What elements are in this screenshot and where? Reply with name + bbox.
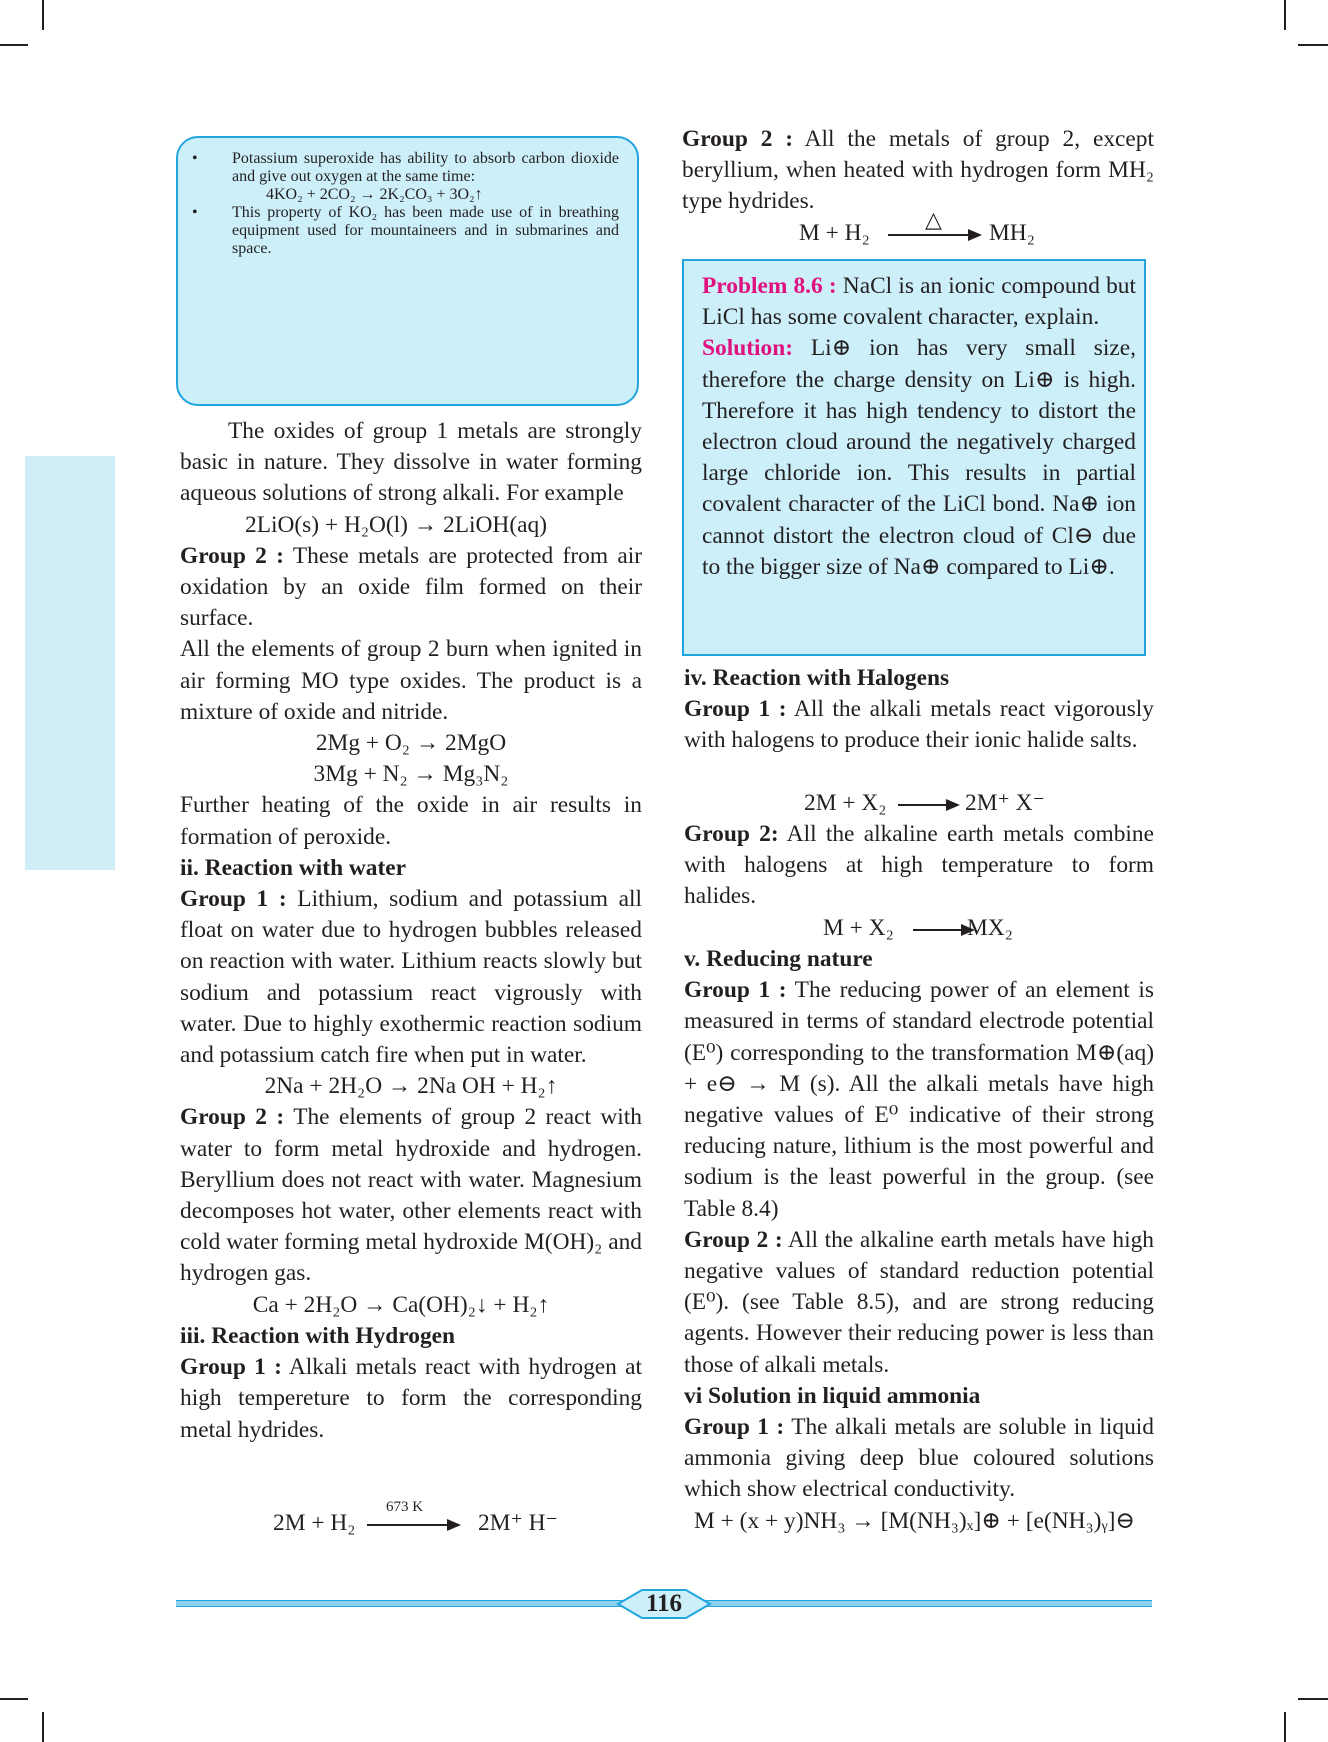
group-label: Group 1 : [180,886,287,913]
paragraph: Group 2: All the alkaline earth metals combine with halogens at high temperature to form halides. [684,821,1154,910]
section-heading: iii. Reaction with Hydrogen [180,1322,456,1349]
equation: Ca + 2H₂O → Ca(OH)₂↓ + H₂↑ [252,1291,550,1318]
crop-mark [1298,1698,1328,1700]
arrow-icon [367,1524,447,1526]
footer-rule-right [702,1600,1152,1607]
paragraph: Group 2 : All the metals of group 2, except beryllium, when heated with hydrogen form MH₂ type hydrides. [682,126,1154,215]
note-text: This property of KO₂ has been made use of in breathing equipment used for mountaineers and in submarines and space. [232,204,619,257]
section-heading: vi Solution in liquid ammonia [684,1382,981,1409]
paragraph: Group 1 : The alkali metals are soluble in liquid ammonia giving deep blue coloured solutions which show electrical conductivity. [684,1414,1154,1503]
arrow-condition: 673 K [386,1499,424,1515]
heat-icon: △ [925,207,942,232]
right-column-top [682,124,1154,218]
crop-mark [1284,0,1286,30]
arrow-head-icon [968,229,982,241]
paragraph: Group 1 : All the alkali metals react vigorously with halogens to produce their ionic halide salts. [684,696,1154,754]
note-text: Potassium superoxide has ability to absorb carbon dioxide and give out oxygen at the same time: [232,150,619,185]
crop-mark [0,44,28,46]
section-heading: v. Reducing nature [684,946,873,972]
arrow-head-icon [946,799,960,811]
paragraph: All the elements of group 2 burn when ignited in air forming MO type oxides. The product is a mixture of oxide and nitride. [180,636,642,725]
page-number: 116 [645,1590,683,1617]
section-heading: iv. Reaction with Halogens [684,665,950,691]
paragraph: Group 2 : All the alkaline earth metals have high negative values of standard reduction potential (E⁰). (see Table 8.5), and are strong reducing agents. However their reducing power is less than those of alkali metals. [684,1226,1155,1378]
arrow-icon [913,929,961,931]
note-box [176,136,639,406]
paragraph: The oxides of group 1 metals are strongly basic in nature. They dissolve in water forming aqueous solutions of strong alkali. For example [180,418,642,507]
equation: 3Mg + N₂ → Mg₃N₂ [313,761,509,788]
crop-mark [42,0,44,30]
equation-left: 2M + X₂ [804,790,887,816]
paragraph: Further heating of the oxide in air results in formation of peroxide. [180,792,642,850]
paragraph: Group 2 : These metals are protected from air oxidation by an oxide film formed on their surface. [180,542,642,632]
equation-right: 2M⁺ H⁻ [478,1510,558,1536]
equation-right: MX₂ [967,915,1013,941]
equation-arrow [273,1508,355,1539]
paragraph: Group 2 : The elements of group 2 react with water to form metal hydroxide and hydrogen. Beryllium does not react with water. Magnesium decomposes hot water, other elements react with cold water forming metal hydroxide M(OH)₂ and hydrogen gas. [180,1104,642,1287]
equation-right: 2M⁺ X⁻ [965,790,1045,816]
equation-left: M + X₂ [823,915,894,941]
section-heading: ii. Reaction with water [180,854,407,881]
right-column-mid2 [684,819,1154,913]
crop-mark [1284,1712,1286,1742]
right-column-bottom [684,944,1154,1537]
group-label: Group 2 : [684,1226,783,1253]
arrow-icon [888,234,968,236]
equation: 4KO₂ + 2CO₂ → 2K₂CO₃ + 3O₂↑ [266,186,483,203]
left-column [180,416,642,1446]
group-label: Group 1 : [684,696,787,723]
group-label: Group 1 : [684,977,787,1004]
paragraph: Group 1 : Lithium, sodium and potassium all float on water due to hydrogen bubbles released on reaction with water. Lithium reacts slowly but sodium and potassium react vigrously with water. Due to highly exothermic reaction sodium and potassium catch fire when put in water. [180,886,642,1069]
group-label: Group 2 : [180,542,284,569]
crop-mark [42,1712,44,1742]
note-bullet: • This property of KO₂ has been made use of in breathing equipment used for mountaineers and in submarines and space. [192,204,619,257]
note-bullet: • Potassium superoxide has ability to absorb carbon dioxide and give out oxygen at the same time: [192,150,619,185]
equation: 2Mg + O₂ → 2MgO [315,730,507,757]
group-label: Group 2: [684,821,779,847]
equation-right: MH₂ [989,220,1035,246]
arrow-icon [898,804,946,806]
group-label: Group 1 : [180,1354,282,1381]
footer-rule-left [176,1600,626,1607]
group-label: Group 2 : [180,1104,285,1131]
note-equation [178,186,637,204]
equation-left: M + H₂ [799,220,870,246]
equation: 2LiO(s) + H₂O(l) → 2LiOH(aq) [245,511,547,538]
group-label: Group 2 : [682,126,794,152]
problem-text: Problem 8.6 : NaCl is an ionic compound but LiCl has some covalent character, explain. [702,273,1136,331]
crop-mark [1298,44,1328,46]
paragraph: Group 1 : Alkali metals react with hydrogen at high tempereture to form the corresponding metal hydrides. [180,1354,642,1443]
solution-text: Solution: Li⊕ ion has very small size, therefore the charge density on Li⊕ is high. Therefore it has high tendency to distort the electron cloud around the negatively charged large chloride ion. This results in partial covalent character of the LiCl bond. Na⊕ ion cannot distort the electron cloud of Cl⊖ due to the bigger size of Na⊕ compared to Li⊕. [702,335,1136,580]
equation: 2Na + 2H₂O → 2Na OH + H₂↑ [264,1073,558,1100]
problem-box [682,259,1146,656]
group-label: Group 1 : [684,1414,785,1441]
crop-mark [0,1698,28,1700]
right-column-mid [684,663,1154,757]
solution-label: Solution: [702,335,793,362]
paragraph: Group 1 : The reducing power of an element is measured in terms of standard electrode potential (E⁰) corresponding to the transformation M⊕(aq) + e⊖ → M (s). All the alkali metals have high negative values of E⁰ indicative of their strong reducing nature, lithium is the most powerful and sodium is the least powerful in the group. (see Table 8.4) [684,977,1154,1222]
equation: M + (x + y)NH₃ → [M(NH₃)ₓ]⊕ + [e(NH₃)ᵧ]⊖ [694,1507,1136,1534]
equation-left: 2M + H₂ [273,1510,356,1536]
problem-label: Problem 8.6 : [702,273,837,299]
side-tab [25,456,115,870]
arrow-head-icon [447,1519,461,1531]
